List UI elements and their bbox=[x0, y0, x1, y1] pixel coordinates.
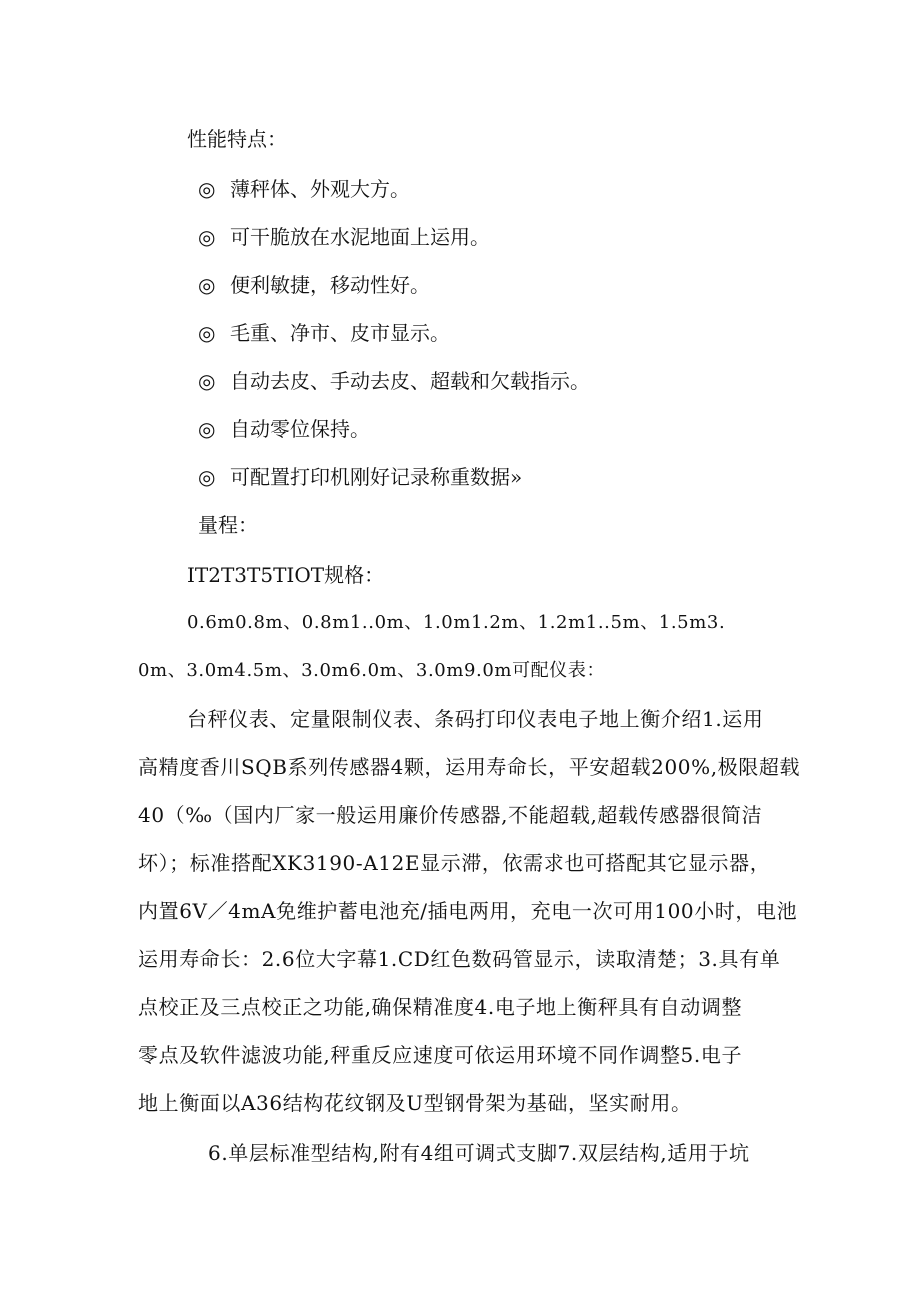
bullet-circle-icon: ◎ bbox=[198, 465, 216, 489]
section-heading-features: 性能特点： bbox=[187, 127, 287, 151]
bullet-circle-icon: ◎ bbox=[198, 417, 216, 441]
feature-text: 自动去皮、手动去皮、超载和欠载指示。 bbox=[230, 369, 590, 393]
capacity-spec-label: IT2T3T5TIOT规格： bbox=[187, 563, 385, 587]
feature-text: 自动零位保持。 bbox=[230, 417, 370, 441]
paragraph-line: 高精度香川SQB系列传感器4颗，运用寿命长，平安超载200%,极限超载 bbox=[138, 755, 801, 779]
bullet-circle-icon: ◎ bbox=[198, 225, 216, 249]
feature-item bbox=[198, 464, 522, 490]
paragraph-line: 台秤仪表、定量限制仪表、条码打印仪表电子地上衡介绍1.运用 bbox=[187, 707, 764, 731]
feature-text: 可配置打印机刚好记录称重数据» bbox=[230, 465, 523, 489]
paragraph-line: 运用寿命长：2.6位大字幕1.CD红色数码管显示，读取清楚；3.具有单 bbox=[138, 947, 781, 971]
feature-text: 便利敏捷，移动性好。 bbox=[230, 273, 430, 297]
feature-item bbox=[198, 176, 410, 202]
bullet-circle-icon: ◎ bbox=[198, 369, 216, 393]
feature-text: 薄秤体、外观大方。 bbox=[230, 177, 410, 201]
feature-item bbox=[198, 272, 430, 298]
feature-text: 可干脆放在水泥地面上运用。 bbox=[230, 225, 490, 249]
paragraph-line: 地上衡面以A36结构花纹钢及U型钢骨架为基础，坚实耐用。 bbox=[138, 1091, 692, 1115]
feature-item bbox=[198, 368, 590, 394]
sizes-line: 0.6m0.8m、0.8m1..0m、1.0m1.2m、1.2m1..5m、1.5m3. bbox=[187, 612, 726, 633]
paragraph-line: 6.单层标准型结构,附有4组可调式支脚7.双层结构,适用于坑 bbox=[208, 1141, 750, 1165]
feature-item bbox=[198, 416, 370, 442]
paragraph-line: 零点及软件滤波功能,秤重反应速度可依运用环境不同作调整5.电子 bbox=[138, 1043, 743, 1067]
feature-item bbox=[198, 224, 490, 250]
paragraph-line: 点校正及三点校正之功能,确保精准度4.电子地上衡秤具有自动调整 bbox=[138, 995, 743, 1019]
feature-item bbox=[198, 320, 450, 346]
bullet-circle-icon: ◎ bbox=[198, 273, 216, 297]
paragraph-line: 40（‰（国内厂家一般运用廉价传感器,不能超载,超载传感器很简洁 bbox=[138, 803, 763, 827]
range-label: 量程： bbox=[198, 513, 258, 537]
paragraph-line: 坏）；标准搭配XK3190-Α12E显示滞，依需求也可搭配其它显示器， bbox=[138, 851, 771, 875]
bullet-circle-icon: ◎ bbox=[198, 177, 216, 201]
paragraph-line: 内置6V／4mA免维护蓄电池充/插电两用，充电一次可用100小时，电池 bbox=[138, 899, 798, 923]
sizes-line: 0m、3.0m4.5m、3.0m6.0m、3.0m9.0m可配仪表： bbox=[138, 660, 606, 681]
bullet-circle-icon: ◎ bbox=[198, 321, 216, 345]
feature-text: 毛重、净市、皮市显示。 bbox=[230, 321, 450, 345]
